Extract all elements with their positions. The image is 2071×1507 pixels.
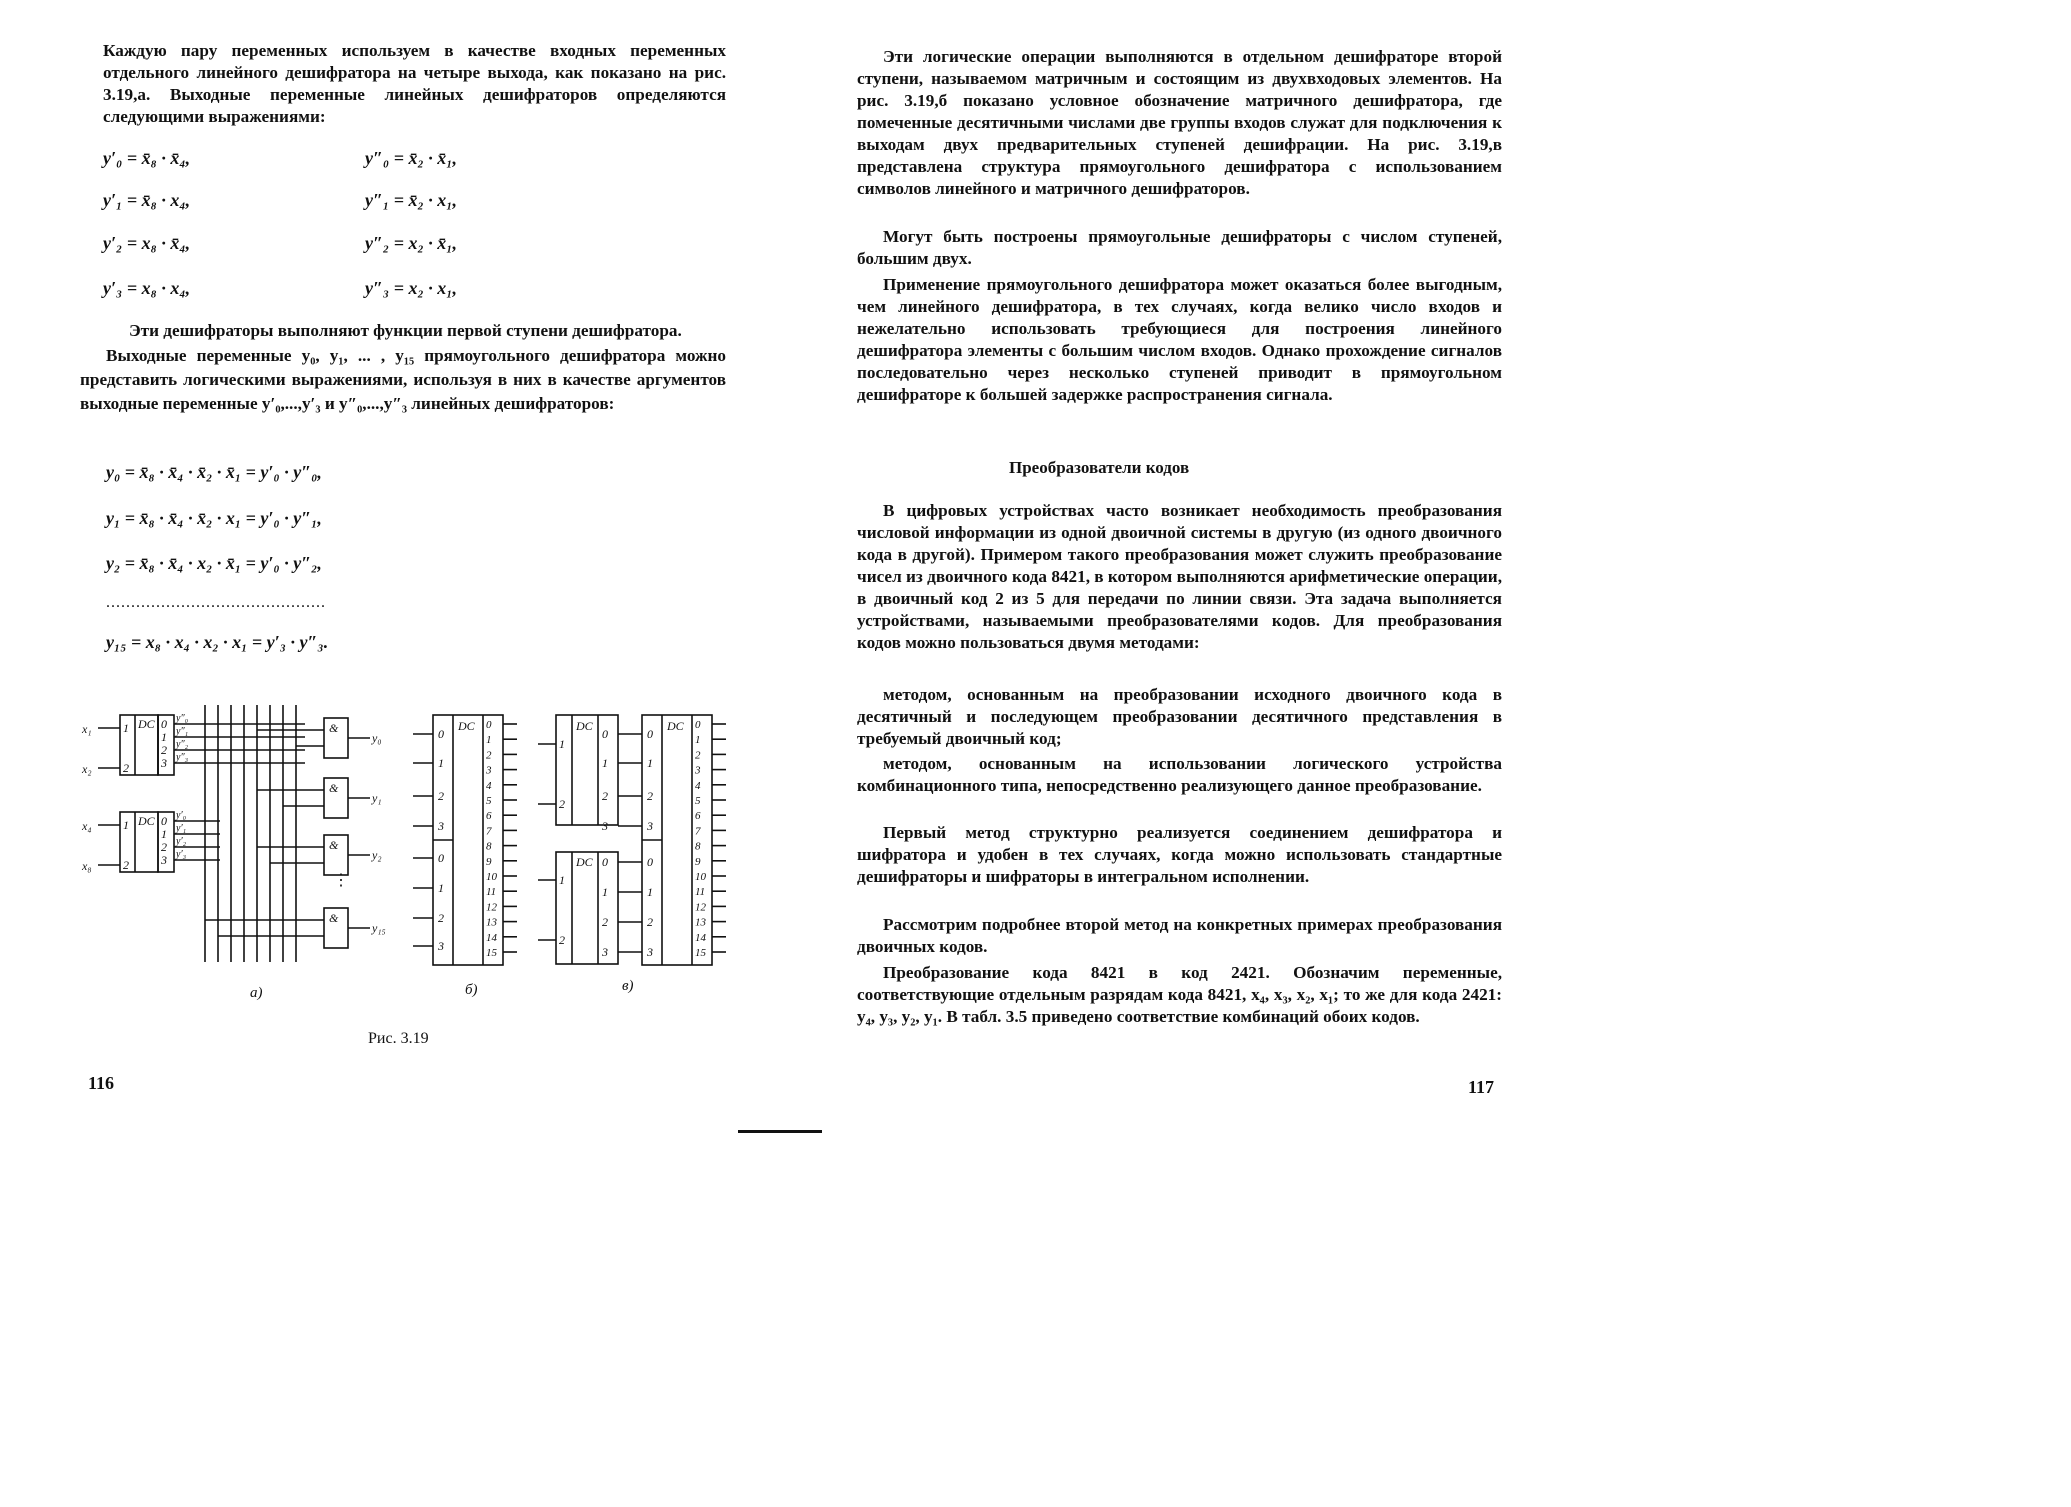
paragraph-r2-text: Могут быть построены прямоугольные дешифраторы с числом ступеней, большим двух. <box>857 227 1502 268</box>
dec-a-top-out-3: 3 <box>161 756 167 770</box>
dec-v-top-out-0: 0 <box>602 727 608 741</box>
label-y1-2: y′₂ <box>176 836 187 847</box>
and-gate-2: & <box>329 838 339 852</box>
paragraph-r4-text: В цифровых устройствах часто возникает необходимость преобразования числовой информации из одной двоичной системы в другую (из одного двоичного кода в другой). Примером такого преобразования может служить преобразование чисел из двоичного кода 8421, в котором выполняются арифметические операции, в двоичный код 2 из 5 для передачи по линии связи. Эта задача выполняется устройствами, называемыми преобразователями кодов. Для преобразования кодов можно пользоваться двумя методами: <box>857 501 1502 652</box>
dec-v-m-in-3: 3 <box>647 819 653 833</box>
dec-b-in-3: 3 <box>438 819 444 833</box>
dec-b-in-2: 2 <box>438 789 444 803</box>
left-page <box>0 0 784 1136</box>
label-y1-0: y′₀ <box>176 810 187 821</box>
matrix-b-pin-label-10: 10 <box>486 871 497 883</box>
matrix-v-pin-label-1: 1 <box>695 734 701 747</box>
label-y2-3: y″₃ <box>176 752 189 763</box>
input-x2: x₂ <box>82 762 92 776</box>
equation-y2-0: y″₀ = x̄₂ · x̄₁, <box>365 148 458 168</box>
dec-v-bot-out-3: 3 <box>602 945 608 959</box>
paragraph-r3-text: Применение прямоугольного дешифратора может оказаться более выгодным, чем линейного дешифратора, в тех случаях, когда велико число входов и нежелательно использовать требующиеся для построения линейного дешифратора элементы с большим числом входов. Однако прохождение сигналов последовательно через несколько ступеней приводит в прямоугольном дешифраторе к большей задержке распространения сигнала. <box>857 275 1502 404</box>
matrix-b-pin-label-12: 12 <box>486 901 497 914</box>
matrix-v-pin-label-9: 9 <box>695 855 701 868</box>
and-gate-0: & <box>329 721 339 735</box>
matrix-v-pin-label-7: 7 <box>695 825 701 838</box>
dec-a-top-label: DC <box>138 717 155 731</box>
matrix-b-pin-label-0: 0 <box>486 719 492 731</box>
paragraph-3 <box>80 344 726 416</box>
and-gate-15: & <box>329 911 339 925</box>
matrix-b-pin-label-9: 9 <box>486 855 492 868</box>
page-number-left: 116 <box>88 1073 115 1093</box>
dec-v-m-in-4: 0 <box>647 855 653 869</box>
matrix-v-pin-label-11: 11 <box>695 886 706 899</box>
matrix-v-pin-label-12: 12 <box>695 901 706 914</box>
dec-b-in-1: 1 <box>438 756 444 770</box>
label-y1-1: y′₁ <box>176 823 187 834</box>
dec-a-bot-out-2: 2 <box>161 840 167 854</box>
dec-a-top-out-2: 2 <box>161 743 167 757</box>
dec-v-bot-out-1: 1 <box>602 885 608 899</box>
dec-b-in-6: 2 <box>438 911 444 925</box>
paragraph-r5 <box>857 684 1502 750</box>
input-x1: x₁ <box>82 722 92 736</box>
dec-a-top-out-0: 0 <box>161 717 167 731</box>
matrix-v-pin-label-15: 15 <box>695 947 706 959</box>
dec-v-m-in-0: 0 <box>647 727 653 741</box>
paragraph-r3 <box>857 274 1502 406</box>
matrix-b-pin-label-4: 4 <box>486 779 492 792</box>
matrix-b-pin-label-14: 14 <box>486 931 497 944</box>
dec-a-bot-in-1: 1 <box>123 818 129 832</box>
paragraph-1: Каждую пару переменных используем в качестве входных переменных отдельного линейного дешифратора на четыре выхода, как показано на рис. 3.19,а. Выходные переменные линейных дешифраторов определяются следующими выражениями: <box>103 41 726 126</box>
figure-caption: Рис. 3.19 <box>368 1030 429 1047</box>
matrix-b-pin-label-5: 5 <box>486 795 492 807</box>
paragraph-r9-text: Преобразование кода 8421 в код 2421. Обозначим переменные, соответствующие отдельным разрядам кода 8421, x₄, x₃, x₂, x₁; то же для кода 2421: y₄, y₃, y₂, y₁. В табл. 3.5 приведено соответствие комбинаций обоих кодов. <box>857 963 1502 1026</box>
dec-a-top-in-1: 1 <box>123 721 129 735</box>
subfigure-v-label: в) <box>622 978 634 994</box>
and-gate-1: & <box>329 781 339 795</box>
dec-v-top-in-1: 1 <box>559 737 565 751</box>
paragraph-r5-text: методом, основанным на преобразовании исходного двоичного кода в десятичный и последующем преобразовании десятичного представления в требуемый двоичный код; <box>857 685 1502 748</box>
matrix-b-pin-label-8: 8 <box>486 840 492 853</box>
label-y2-0: y″₀ <box>176 713 189 724</box>
page-number-right: 117 <box>1468 1077 1495 1097</box>
paragraph-r2 <box>857 226 1502 270</box>
paragraph-r1 <box>857 46 1502 200</box>
gate-ellipsis: ⋮ <box>333 872 349 889</box>
matrix-v-pin-label-6: 6 <box>695 810 701 823</box>
dec-a-bot-out-3: 3 <box>161 853 167 867</box>
output-y1: y₁ <box>372 791 382 805</box>
paragraph-r8-text: Рассмотрим подробнее второй метод на конкретных примерах преобразования двоичных кодов. <box>857 915 1502 956</box>
dec-b-in-5: 1 <box>438 881 444 895</box>
matrix-b-pin-label-7: 7 <box>486 825 492 838</box>
paragraph-2-text: Эти дешифраторы выполняют функции первой ступени дешифратора. <box>129 321 682 340</box>
matrix-b-pin-label-15: 15 <box>486 947 497 959</box>
paragraph-r7-text: Первый метод структурно реализуется соединением дешифратора и шифратора и удобен в тех случаях, когда можно использовать стандартные дешифраторы и шифраторы в интегральном исполнении. <box>857 823 1502 886</box>
paragraph-r6-text: методом, основанным на использовании логического устройства комбинационного типа, непосредственно реализующего данное преобразование. <box>857 754 1502 795</box>
figure-3-19 <box>80 700 740 1010</box>
dec-a-top-in-2: 2 <box>123 761 129 775</box>
label-y2-2: y″₂ <box>176 739 189 750</box>
matrix-v-pin-label-14: 14 <box>695 931 706 944</box>
dec-v-m-in-7: 3 <box>647 945 653 959</box>
matrix-pin-labels-b <box>485 719 498 959</box>
dec-v-bot-in-1: 1 <box>559 873 565 887</box>
subfigure-b-label: б) <box>465 982 478 998</box>
equation-y2-3: y″₃ = x₂ · x₁, <box>365 278 458 298</box>
dec-b-in-0: 0 <box>438 727 444 741</box>
matrix-v-pin-label-13: 13 <box>695 916 706 929</box>
equation-y2: y₂ = x̄₈ · x̄₄ · x₂ · x̄₁ = y′₀ · y″₂, <box>106 553 322 573</box>
matrix-outputs-b <box>503 724 517 952</box>
matrix-v-pin-label-4: 4 <box>695 779 701 792</box>
matrix-b-pin-label-13: 13 <box>486 916 497 929</box>
dec-v-top-out-3: 3 <box>602 819 608 833</box>
dec-v-top-label: DC <box>576 719 593 733</box>
dec-v-bot-label: DC <box>576 855 593 869</box>
label-y2-1: y″₁ <box>176 726 189 737</box>
dec-a-top-out-1: 1 <box>161 730 167 744</box>
dec-v-bot-in-2: 2 <box>559 933 565 947</box>
output-y2: y₂ <box>372 848 382 862</box>
dec-a-bot-out-0: 0 <box>161 814 167 828</box>
output-y0: y₀ <box>372 731 382 745</box>
matrix-pin-labels-v <box>694 719 707 959</box>
matrix-b-pin-label-6: 6 <box>486 810 492 823</box>
equation-y2-2: y″₂ = x₂ · x̄₁, <box>365 233 458 253</box>
dec-v-top-out-2: 2 <box>602 789 608 803</box>
equation-y1-2: y′₂ = x₈ · x̄₄, <box>103 233 191 253</box>
paragraph-r9 <box>857 962 1502 1028</box>
dec-b-in-4: 0 <box>438 851 444 865</box>
equation-y1-1: y′₁ = x̄₈ · x₄, <box>103 190 191 210</box>
paragraph-r8 <box>857 914 1502 958</box>
dec-b-label: DC <box>458 719 475 733</box>
paragraph-r6 <box>857 753 1502 797</box>
matrix-b-pin-label-3: 3 <box>486 764 492 777</box>
equation-y1-3: y′₃ = x₈ · x₄, <box>103 278 191 298</box>
subfigure-a-label: а) <box>250 985 263 1001</box>
paragraph-3-text: Выходные переменные y₀, y₁, ... , y₁₅ прямоугольного дешифратора можно представить логическими выражениями, используя в них в качестве аргументов выходные переменные y′₀,...,y′₃ и y″₀,...,y″₃ линейных дешифраторов: <box>80 346 726 413</box>
paragraph-r4 <box>857 500 1502 654</box>
dec-a-bot-label: DC <box>138 814 155 828</box>
dec-v-matrix-label: DC <box>667 719 684 733</box>
matrix-b-pin-label-2: 2 <box>486 749 492 762</box>
equation-y0: y₀ = x̄₈ · x̄₄ · x̄₂ · x̄₁ = y′₀ · y″₀, <box>106 462 322 482</box>
equation-y15: y₁₅ = x₈ · x₄ · x₂ · x₁ = y′₃ · y″₃. <box>106 632 329 652</box>
matrix-v-pin-label-5: 5 <box>695 795 701 807</box>
output-y15: y₁₅ <box>372 921 386 935</box>
paragraph-r7 <box>857 822 1502 888</box>
matrix-v-pin-label-0: 0 <box>695 719 701 731</box>
equation-y1-0: y′₀ = x̄₈ · x̄₄, <box>103 148 191 168</box>
dec-v-bot-out-0: 0 <box>602 855 608 869</box>
input-x8: x₈ <box>82 859 92 873</box>
equation-y1: y₁ = x̄₈ · x̄₄ · x̄₂ · x₁ = y′₀ · y″₁, <box>106 508 322 528</box>
dec-b-in-7: 3 <box>438 939 444 953</box>
matrix-b-pin-label-1: 1 <box>486 734 492 747</box>
dec-v-bot-out-2: 2 <box>602 915 608 929</box>
matrix-outputs-v <box>712 724 726 952</box>
matrix-v-pin-label-8: 8 <box>695 840 701 853</box>
dec-v-m-in-5: 1 <box>647 885 653 899</box>
matrix-v-pin-label-2: 2 <box>695 749 701 762</box>
dec-a-bot-out-1: 1 <box>161 827 167 841</box>
equation-y2-1: y″₁ = x̄₂ · x₁, <box>365 190 458 210</box>
dec-v-top-out-1: 1 <box>602 756 608 770</box>
section-heading: Преобразователи кодов <box>1009 458 1190 477</box>
input-x4: x₄ <box>82 819 92 833</box>
ellipsis-line: ............................................ <box>106 594 326 611</box>
matrix-v-pin-label-10: 10 <box>695 871 706 883</box>
bottom-rule <box>738 1130 822 1133</box>
dec-a-bot-in-2: 2 <box>123 858 129 872</box>
matrix-v-pin-label-3: 3 <box>695 764 701 777</box>
paragraph-2 <box>103 320 726 342</box>
matrix-b-pin-label-11: 11 <box>486 886 497 899</box>
dec-v-m-in-1: 1 <box>647 756 653 770</box>
dec-v-top-in-2: 2 <box>559 797 565 811</box>
paragraph-r1-text: Эти логические операции выполняются в отдельном дешифраторе второй ступени, называемом матричным и состоящим из двухвходовых элементов. На рис. 3.19,б показано условное обозначение матричного дешифратора, где помеченные десятичными числами две группы входов служат для подключения к выходам двух предварительных ступеней дешифрации. На рис. 3.19,в представлена структура прямоугольного дешифратора с использованием символов линейного и матричного дешифраторов. <box>857 47 1502 198</box>
right-page <box>784 0 1568 1136</box>
dec-v-m-in-6: 2 <box>647 915 653 929</box>
label-y1-3: y′₃ <box>176 849 187 860</box>
dec-v-m-in-2: 2 <box>647 789 653 803</box>
